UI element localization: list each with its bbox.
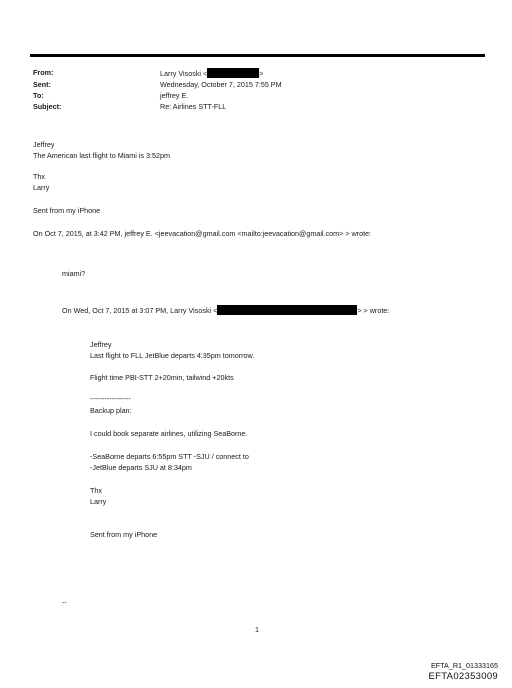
doc-id-efta: EFTA02353009 <box>428 671 498 682</box>
redaction-box <box>217 305 357 315</box>
quote-intro: On Oct 7, 2015, at 3:42 PM, jeffrey E. <jeevacation@gmail.com <mailto:jeevacation@gmail.com> > wrote: <box>33 229 372 238</box>
body-signature: Larry <box>33 183 50 192</box>
from-close: > <box>259 69 264 78</box>
redaction-box <box>207 68 259 78</box>
body-line1: The American last flight to Miami is 3:52pm <box>33 151 171 160</box>
inner-separate: I could book separate airlines, utilizing SeaBorne. <box>90 429 248 438</box>
inner-backup: Backup plan: <box>90 406 132 415</box>
inner-line2: Flight time PBI-STT 2+20min, tailwind +20kts <box>90 373 234 382</box>
inner-sent-from: Sent from my iPhone <box>90 530 158 539</box>
inner-jetblue: -JetBlue departs SJU at 8:34pm <box>90 463 192 472</box>
inner-dashes: ----------------- <box>90 394 131 403</box>
to-label: To: <box>33 91 44 100</box>
sent-label: Sent: <box>33 80 51 89</box>
inner-line1: Last flight to FLL JetBlue departs 4:35pm tomorrow. <box>90 351 255 360</box>
body-greeting: Jeffrey <box>33 140 55 149</box>
inner-seaborne: -SeaBorne departs 6:55pm STT -SJU / connect to <box>90 452 249 461</box>
body-sent-from: Sent from my iPhone <box>33 206 101 215</box>
quote2-intro <box>62 305 389 315</box>
signature-dash: -- <box>62 598 67 607</box>
to-value: jeffrey E. <box>160 91 189 100</box>
doc-id-r1: EFTA_R1_01333165 <box>431 661 498 670</box>
from-value <box>160 68 263 78</box>
subject-label: Subject: <box>33 102 62 111</box>
inner-greeting: Jeffrey <box>90 340 112 349</box>
page-number: 1 <box>255 625 259 634</box>
from-name: Larry Visoski < <box>160 69 208 78</box>
quote2-text: On Wed, Oct 7, 2015 at 3:07 PM, Larry Visoski < <box>62 306 218 315</box>
inner-signature: Larry <box>90 497 107 506</box>
subject-value: Re: Airlines STT-FLL <box>160 102 227 111</box>
header-rule <box>30 54 485 57</box>
quote2-end: > > wrote: <box>357 306 390 315</box>
from-label: From: <box>33 68 54 77</box>
inner-thx: Thx <box>90 486 102 495</box>
reply-miami: miami? <box>62 269 86 278</box>
body-thx: Thx <box>33 172 45 181</box>
sent-value: Wednesday, October 7, 2015 7:55 PM <box>160 80 282 89</box>
